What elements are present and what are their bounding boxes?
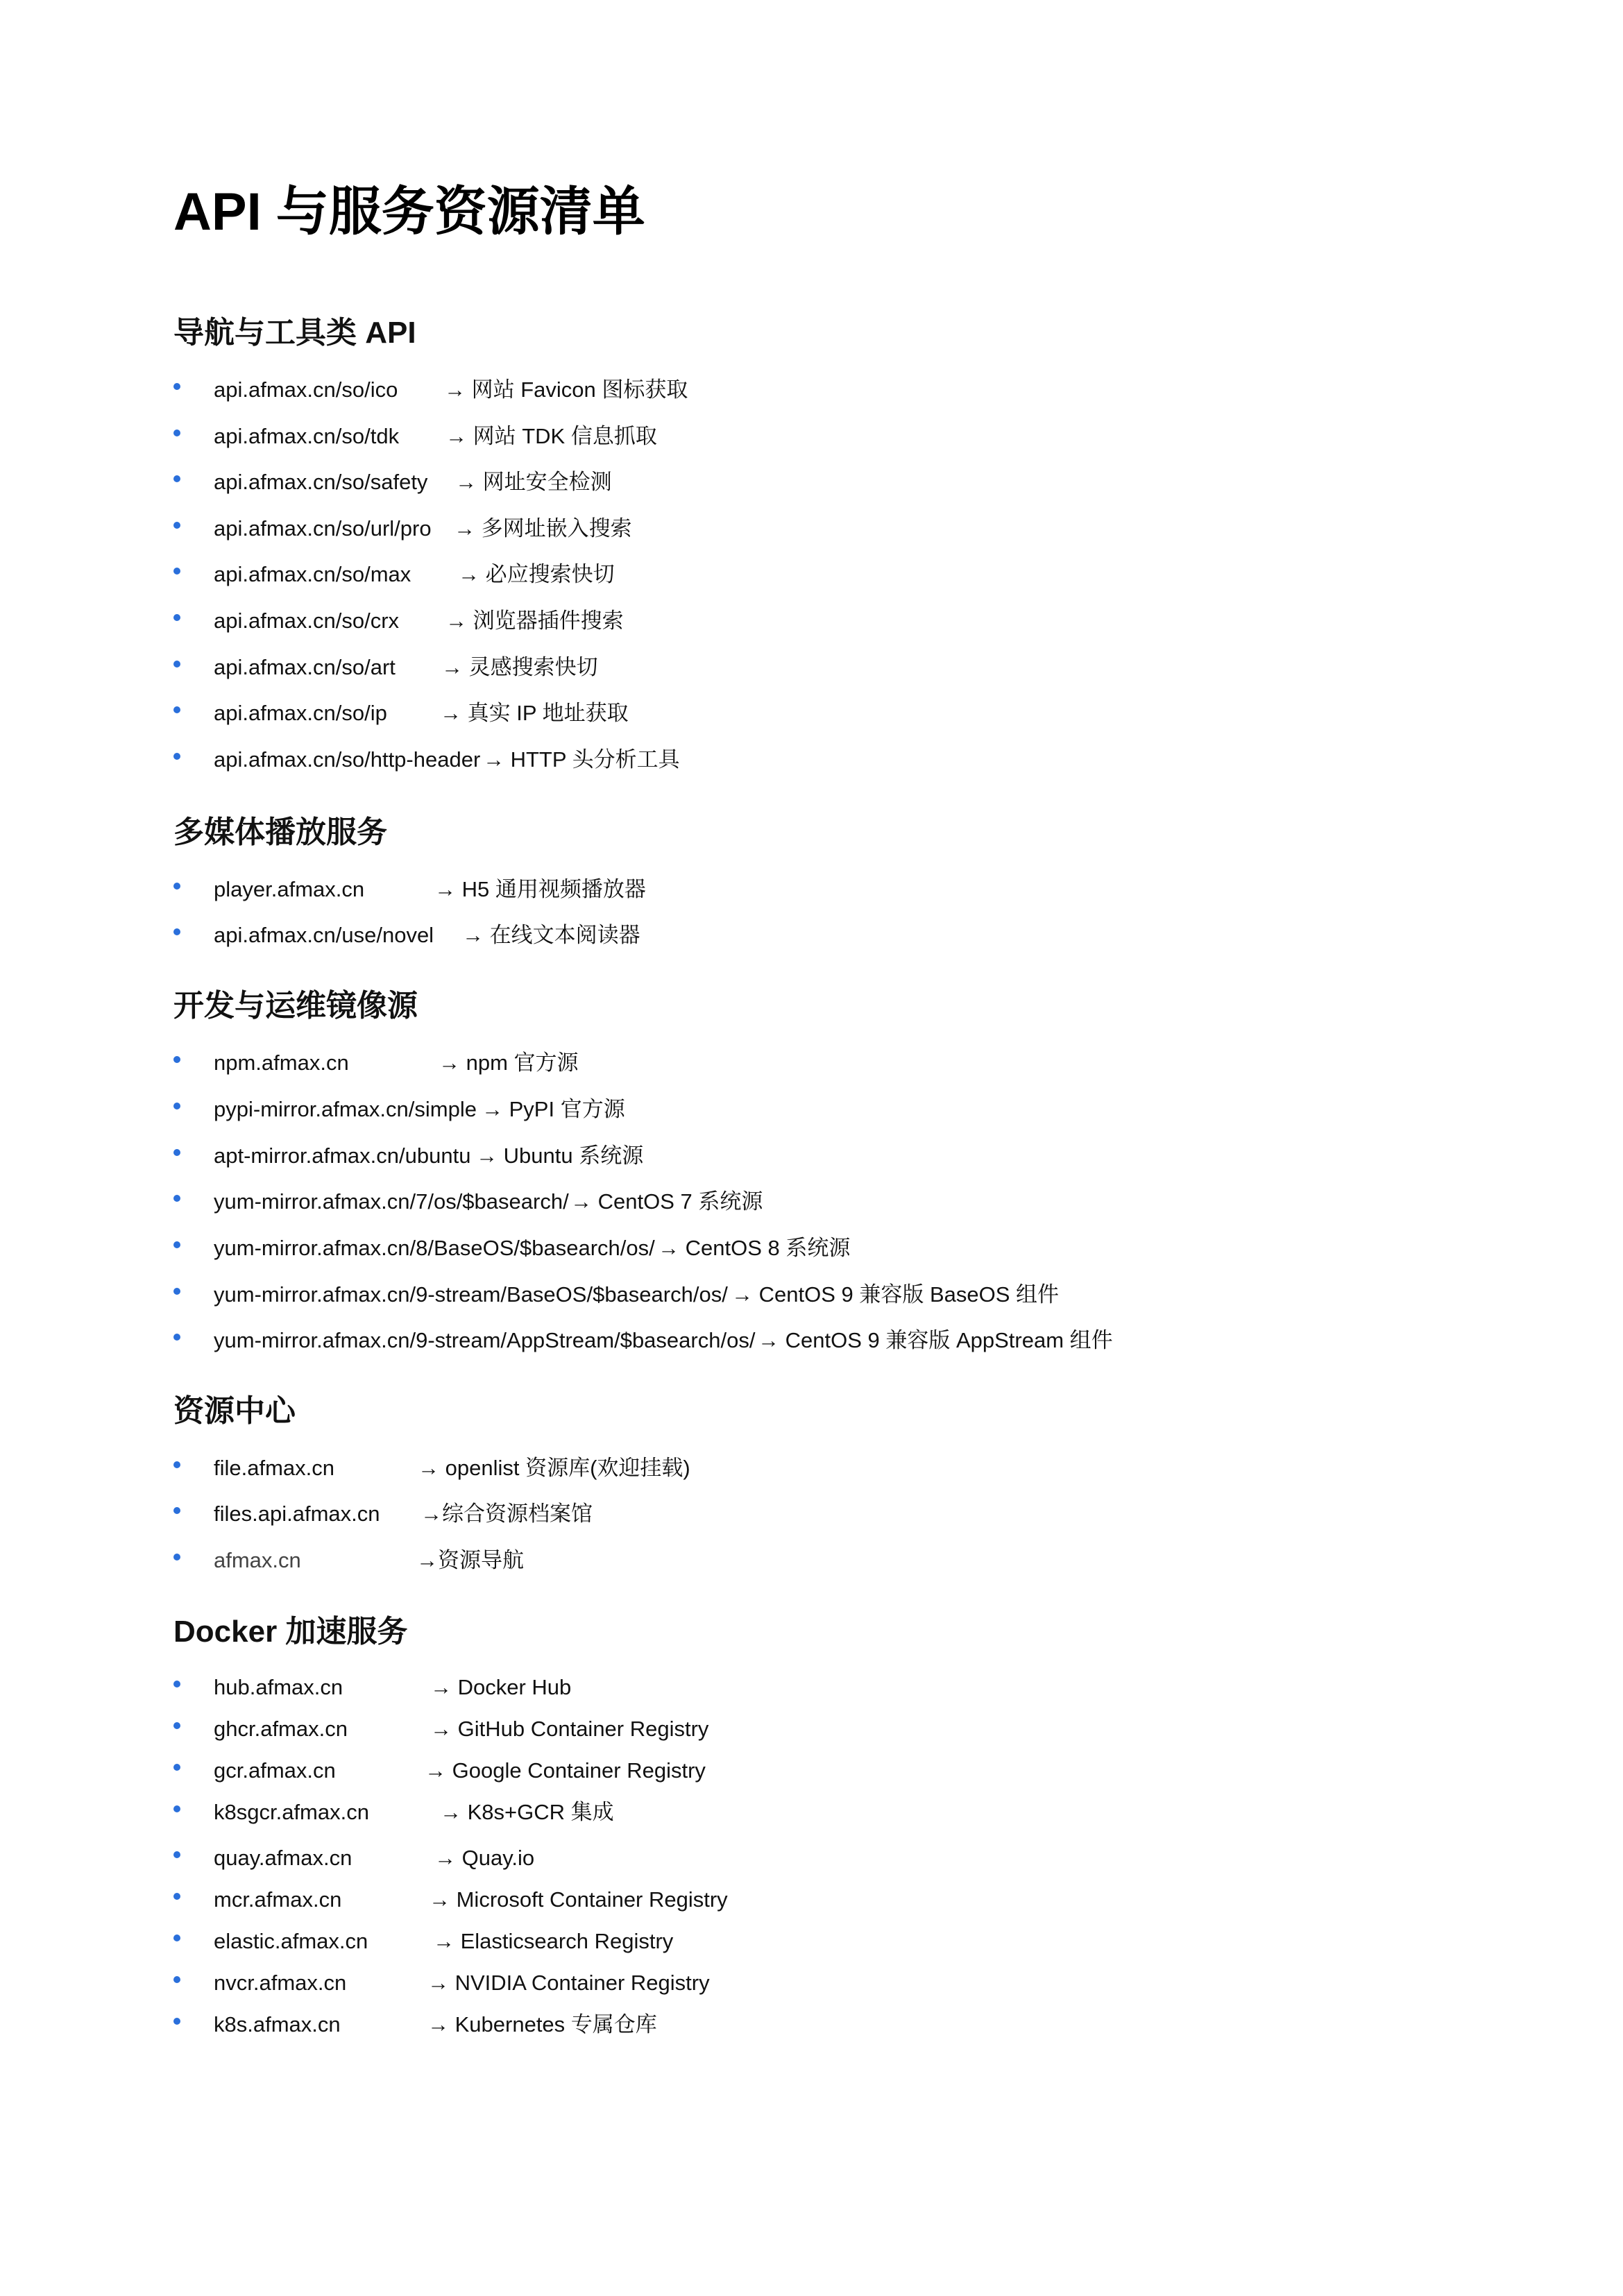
- description-text: → NVIDIA Container Registry: [427, 1971, 710, 1995]
- list-item: [0, 921, 1623, 949]
- description-text: → 浏览器插件搜索: [445, 609, 624, 633]
- list-item: [0, 1928, 1623, 1955]
- url-text: hub.afmax.cn: [214, 1675, 343, 1699]
- description-text: → 网站 TDK 信息抓取: [445, 424, 657, 448]
- list-item: [0, 1234, 1623, 1262]
- url-text: files.api.afmax.cn: [214, 1502, 380, 1526]
- url-text: apt-mirror.afmax.cn/ubuntu: [214, 1143, 471, 1168]
- url-text: quay.afmax.cn: [214, 1846, 352, 1870]
- url-text: api.afmax.cn/so/art: [214, 655, 396, 679]
- bullet-icon: [173, 430, 180, 436]
- url-text: k8s.afmax.cn: [214, 2012, 341, 2036]
- url-text: yum-mirror.afmax.cn/9-stream/AppStream/$basearch/os/: [214, 1328, 756, 1352]
- description-text: →综合资源档案馆: [420, 1502, 593, 1526]
- url-text: file.afmax.cn: [214, 1456, 335, 1480]
- url-text: npm.afmax.cn: [214, 1051, 349, 1075]
- bullet-icon: [173, 2018, 180, 2025]
- url-text: yum-mirror.afmax.cn/9-stream/BaseOS/$basearch/os/: [214, 1282, 728, 1307]
- list-item: [0, 1454, 1623, 1482]
- description-text: → Quay.io: [434, 1846, 535, 1870]
- list-item: [0, 1142, 1623, 1170]
- description-text: → 灵感搜索快切: [441, 655, 598, 679]
- bullet-icon: [173, 883, 180, 890]
- description-text: → 必应搜索快切: [458, 562, 615, 586]
- list-item: [0, 515, 1623, 543]
- section-heading-api-tools: 导航与工具类 API: [173, 316, 416, 350]
- bullet-icon: [173, 522, 180, 529]
- list-item: [0, 1844, 1623, 1872]
- bullet-icon: [173, 1851, 180, 1858]
- list-item: [0, 1798, 1623, 1826]
- list-item: [0, 2011, 1623, 2039]
- description-text: → npm 官方源: [439, 1051, 579, 1075]
- url-text: api.afmax.cn/so/ip: [214, 701, 387, 725]
- list-item: [0, 746, 1623, 774]
- list-item: [0, 607, 1623, 635]
- description-text: → CentOS 7 系统源: [570, 1189, 763, 1214]
- section-heading-mirrors: 开发与运维镜像源: [173, 989, 418, 1023]
- description-text: → Docker Hub: [430, 1675, 572, 1699]
- description-text: → GitHub Container Registry: [430, 1717, 709, 1741]
- url-text: k8sgcr.afmax.cn: [214, 1800, 369, 1824]
- list-item: [0, 1757, 1623, 1785]
- bullet-icon: [173, 1893, 180, 1900]
- description-text: → H5 通用视频播放器: [434, 877, 646, 901]
- list-item: [0, 561, 1623, 588]
- url-text: nvcr.afmax.cn: [214, 1971, 347, 1995]
- list-item: [0, 1327, 1623, 1354]
- description-text: → 真实 IP 地址获取: [440, 701, 629, 725]
- list-item: [0, 1500, 1623, 1528]
- description-text: → HTTP 头分析工具: [483, 747, 680, 772]
- description-text: → CentOS 9 兼容版 BaseOS 组件: [731, 1282, 1060, 1307]
- url-text: yum-mirror.afmax.cn/8/BaseOS/$basearch/os/: [214, 1236, 655, 1260]
- list-item: [0, 1049, 1623, 1077]
- bullet-icon: [173, 1554, 180, 1561]
- url-text: afmax.cn: [214, 1548, 301, 1572]
- url-text: api.afmax.cn/so/max: [214, 562, 411, 586]
- section-heading-multimedia: 多媒体播放服务: [173, 815, 387, 849]
- description-text: → Microsoft Container Registry: [429, 1887, 728, 1912]
- description-text: →资源导航: [416, 1548, 524, 1572]
- description-text: → K8s+GCR 集成: [440, 1800, 614, 1824]
- description-text: → CentOS 8 系统源: [658, 1236, 851, 1260]
- bullet-icon: [173, 568, 180, 575]
- list-item: [0, 1281, 1623, 1309]
- bullet-icon: [173, 475, 180, 482]
- list-item: [0, 1547, 1623, 1574]
- list-item: [0, 699, 1623, 727]
- description-text: → 网址安全检测: [455, 470, 612, 494]
- page-title: API 与服务资源清单: [173, 182, 645, 241]
- bullet-icon: [173, 1934, 180, 1941]
- bullet-icon: [173, 1507, 180, 1514]
- url-text: ghcr.afmax.cn: [214, 1717, 348, 1741]
- bullet-icon: [173, 1805, 180, 1812]
- bullet-icon: [173, 1722, 180, 1729]
- bullet-icon: [173, 614, 180, 621]
- url-text: gcr.afmax.cn: [214, 1758, 336, 1783]
- list-item: [0, 1969, 1623, 1997]
- url-text: api.afmax.cn/so/url/pro: [214, 516, 432, 541]
- bullet-icon: [173, 661, 180, 667]
- list-item: [0, 1886, 1623, 1914]
- bullet-icon: [173, 1149, 180, 1156]
- description-text: → Google Container Registry: [425, 1758, 706, 1783]
- list-item: [0, 654, 1623, 681]
- bullet-icon: [173, 1056, 180, 1063]
- url-text: elastic.afmax.cn: [214, 1929, 368, 1953]
- list-item: [0, 423, 1623, 450]
- description-text: → Ubuntu 系统源: [476, 1143, 644, 1168]
- bullet-icon: [173, 1976, 180, 1983]
- bullet-icon: [173, 1764, 180, 1771]
- bullet-icon: [173, 1288, 180, 1295]
- bullet-icon: [173, 928, 180, 935]
- url-text: pypi-mirror.afmax.cn/simple: [214, 1097, 477, 1121]
- list-item: [0, 376, 1623, 404]
- description-text: → 在线文本阅读器: [462, 923, 640, 947]
- description-text: → PyPI 官方源: [482, 1097, 625, 1121]
- bullet-icon: [173, 1241, 180, 1248]
- description-text: → 多网址嵌入搜索: [454, 516, 632, 541]
- list-item: [0, 1715, 1623, 1743]
- description-text: → openlist 资源库(欢迎挂载): [418, 1456, 690, 1480]
- bullet-icon: [173, 1681, 180, 1687]
- description-text: → 网站 Favicon 图标获取: [444, 377, 688, 402]
- url-text: player.afmax.cn: [214, 877, 365, 901]
- url-text: mcr.afmax.cn: [214, 1887, 342, 1912]
- url-text: api.afmax.cn/so/ico: [214, 377, 398, 402]
- description-text: → CentOS 9 兼容版 AppStream 组件: [758, 1328, 1113, 1352]
- list-item: [0, 1096, 1623, 1123]
- url-text: api.afmax.cn/so/http-header: [214, 747, 481, 772]
- bullet-icon: [173, 1334, 180, 1341]
- section-heading-resource-center: 资源中心: [173, 1394, 296, 1428]
- list-item: [0, 876, 1623, 903]
- bullet-icon: [173, 706, 180, 713]
- list-item: [0, 468, 1623, 496]
- url-text: api.afmax.cn/use/novel: [214, 923, 434, 947]
- section-heading-docker: Docker 加速服务: [173, 1615, 408, 1649]
- bullet-icon: [173, 1461, 180, 1468]
- list-item: [0, 1674, 1623, 1701]
- description-text: → Kubernetes 专属仓库: [427, 2012, 657, 2036]
- url-text: yum-mirror.afmax.cn/7/os/$basearch/: [214, 1189, 569, 1214]
- url-text: api.afmax.cn/so/tdk: [214, 424, 400, 448]
- list-item: [0, 1188, 1623, 1216]
- bullet-icon: [173, 383, 180, 390]
- description-text: → Elasticsearch Registry: [433, 1929, 674, 1953]
- bullet-icon: [173, 1103, 180, 1109]
- bullet-icon: [173, 753, 180, 760]
- bullet-icon: [173, 1195, 180, 1202]
- url-text: api.afmax.cn/so/safety: [214, 470, 428, 494]
- url-text: api.afmax.cn/so/crx: [214, 609, 400, 633]
